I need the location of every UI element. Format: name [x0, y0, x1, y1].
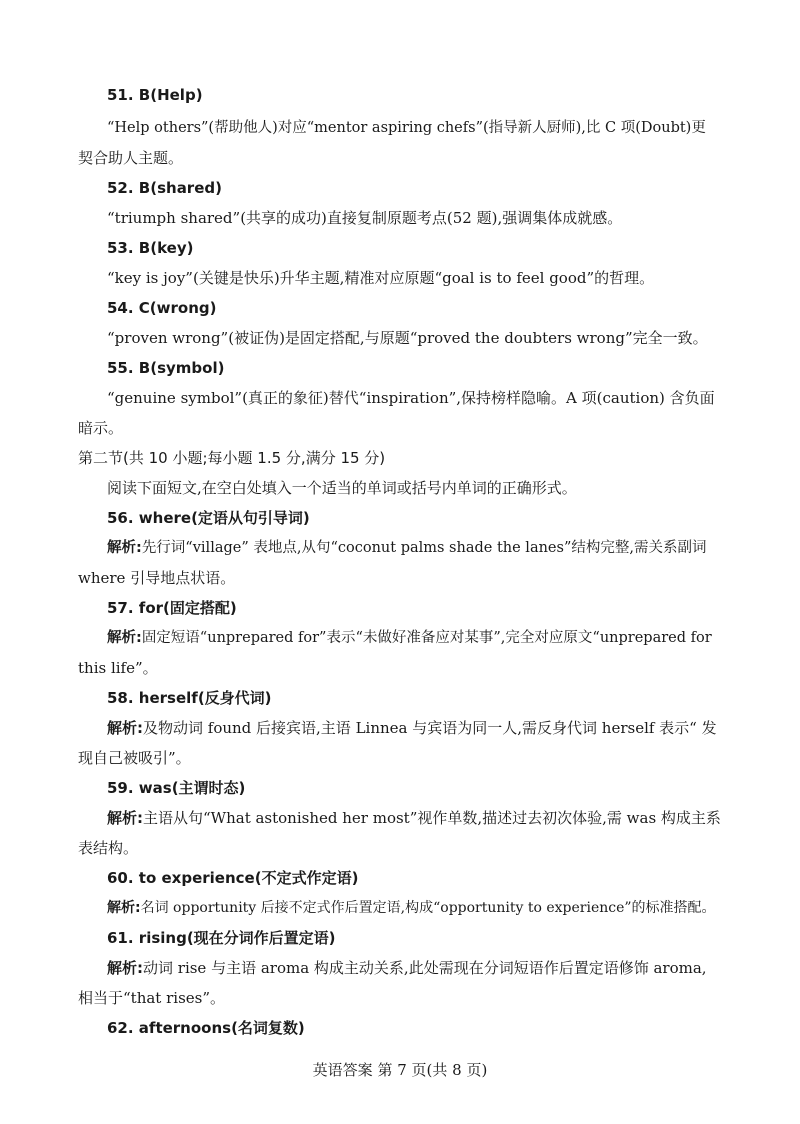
analysis-text: 名词 opportunity 后接不定式作后置定语,构成“opportunity to experience”的标准搭配。	[140, 900, 716, 916]
analysis-label: 解析:	[107, 959, 143, 977]
analysis-label: 解析:	[107, 540, 142, 556]
item-heading-56: 56. where(定语从句引导词)	[107, 509, 310, 527]
item-heading-58: 58. herself(反身代词)	[107, 689, 272, 707]
item-text-59-line1	[107, 808, 721, 828]
section-title: 第二节(共 10 小题;每小题 1.5 分,满分 15 分)	[78, 449, 386, 467]
item-text-52-line1: “triumph shared”(共享的成功)直接复制原题考点(52 题),强调集体成就感。	[107, 209, 623, 227]
item-heading-59: 59. was(主谓时态)	[107, 779, 246, 797]
item-text-61-line2: 相当于“that rises”。	[78, 989, 226, 1007]
item-heading-62: 62. afternoons(名词复数)	[107, 1019, 305, 1037]
item-heading-51: 51. B(Help)	[107, 86, 203, 104]
item-text-56-line1	[107, 538, 706, 558]
analysis-text: 动词 rise 与主语 aroma 构成主动关系,此处需现在分词短语作后置定语修饰 aroma,	[143, 959, 707, 977]
item-text-57-line2: this life”。	[78, 659, 158, 677]
item-text-55-line2: 暗示。	[78, 419, 124, 437]
item-text-51-line2: 契合助人主题。	[78, 149, 184, 167]
item-heading-54: 54. C(wrong)	[107, 299, 217, 317]
analysis-label: 解析:	[107, 719, 143, 737]
analysis-text: 及物动词 found 后接宾语,主语 Linnea 与宾语为同一人,需反身代词 herself 表示“ 发	[143, 719, 717, 737]
item-text-56-line2: where 引导地点状语。	[78, 569, 236, 587]
item-heading-55: 55. B(symbol)	[107, 359, 225, 377]
item-text-58-line1	[107, 718, 717, 738]
analysis-label: 解析:	[107, 630, 142, 646]
item-text-58-line2: 现自己被吸引”。	[78, 749, 191, 767]
item-heading-52: 52. B(shared)	[107, 179, 222, 197]
analysis-label: 解析:	[107, 809, 143, 827]
item-text-55-line1: “genuine symbol”(真正的象征)替代“inspiration”,保持榜样隐喻。A 项(caution) 含负面	[107, 389, 715, 407]
item-text-54-line1: “proven wrong”(被证伪)是固定搭配,与原题“proved the doubters wrong”完全一致。	[107, 329, 708, 347]
analysis-text: 主语从句“What astonished her most”视作单数,描述过去初次体验,需 was 构成主系	[143, 809, 721, 827]
analysis-label: 解析:	[107, 900, 141, 916]
item-text-59-line2: 表结构。	[78, 839, 139, 857]
item-text-60-line1	[107, 898, 716, 918]
item-heading-53: 53. B(key)	[107, 239, 194, 257]
item-heading-57: 57. for(固定搭配)	[107, 599, 237, 617]
analysis-text: 固定短语“unprepared for”表示“未做好准备应对某事”,完全对应原文“unprepared for	[141, 630, 712, 646]
item-text-57-line1	[107, 628, 712, 648]
item-text-51-line1: “Help others”(帮助他人)对应“mentor aspiring chefs”(指导新人厨师),比 C 项(Doubt)更	[107, 120, 706, 136]
item-heading-61: 61. rising(现在分词作后置定语)	[107, 929, 336, 947]
item-text-53-line1: “key is joy”(关键是快乐)升华主题,精准对应原题“goal is to feel good”的哲理。	[107, 269, 655, 287]
analysis-text: 先行词“village” 表地点,从句“coconut palms shade the lanes”结构完整,需关系副词	[141, 540, 707, 556]
page-footer: 英语答案 第 7 页(共 8 页)	[312, 1061, 488, 1079]
section-instruction: 阅读下面短文,在空白处填入一个适当的单词或括号内单词的正确形式。	[107, 479, 577, 497]
item-heading-60: 60. to experience(不定式作定语)	[107, 869, 359, 887]
item-text-61-line1	[107, 958, 707, 978]
